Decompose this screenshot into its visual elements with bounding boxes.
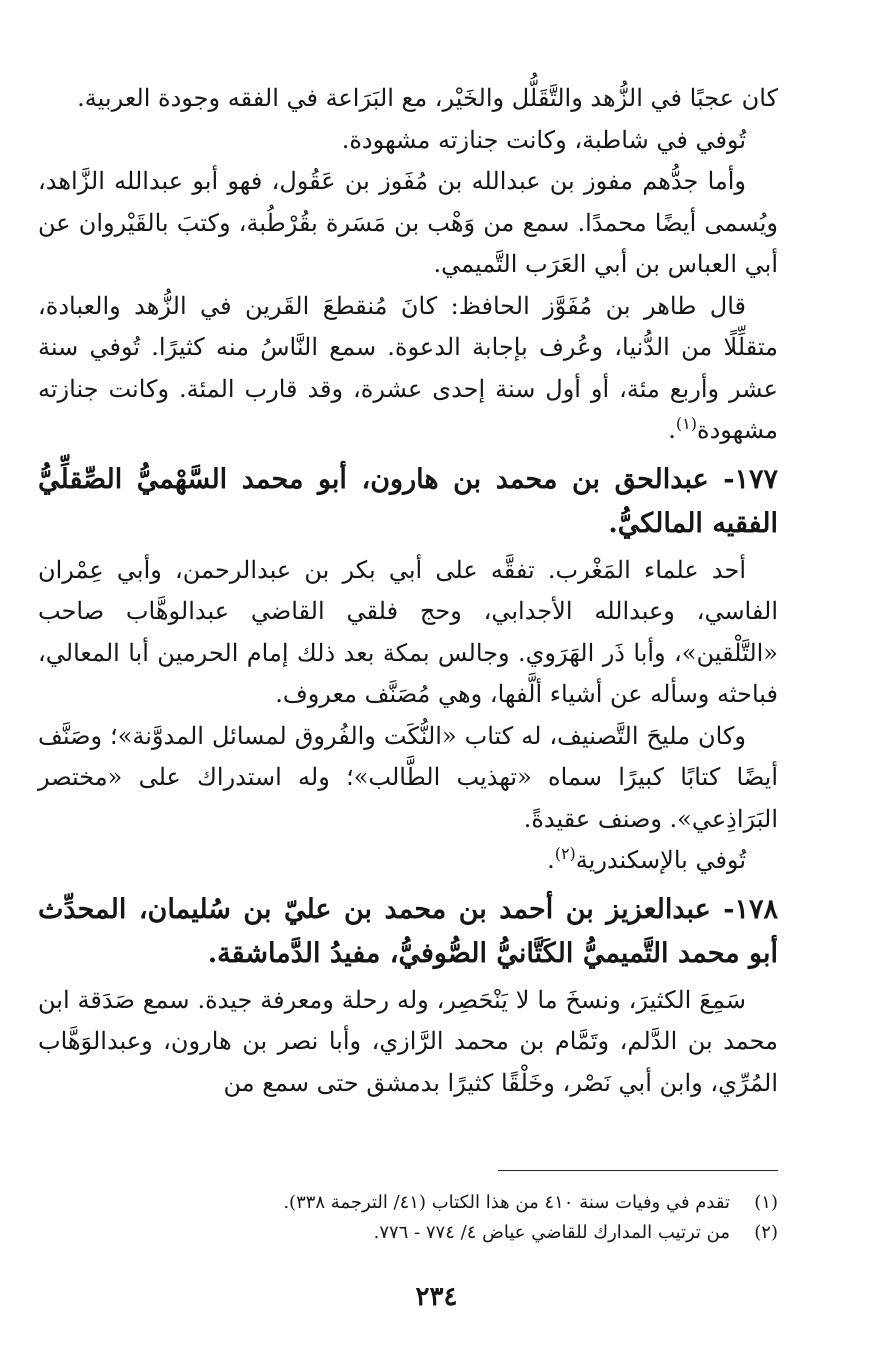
entry-heading-177: ١٧٧- عبدالحق بن محمد بن هارون، أبو محمد السَّهْميُّ الصِّقلِّيُّ الفقيه المالكيُّ. [38,463,778,539]
paragraph: وكان مليحَ التَّصنيف، له كتاب «النُّكَت والفُروق لمسائل المدوَّنة»؛ وصَنَّف أيضًا كتابًا كبيرًا سماه «تهذيب الطَّالب»؛ وله استدراك على «مختصر البَرَاذِعي». وصنف عقيدةً. [38,721,778,833]
paragraph: سَمِعَ الكثيرَ، ونسخَ ما لا يَنْحَصِر، وله رحلة ومعرفة جيدة. سمع صَدَقة ابن محمد بن الدَّلم، وتَمَّام بن محمد الرَّازي، وأبا نصر بن هارون، وعبدالوَهَّاب المُرِّي، وابن أبي نَصْر، وخَلْقًا كثيرًا بدمشق حتى سمع من [38,985,778,1097]
footnote-divider [498,1170,778,1171]
paragraph-end: . [547,846,555,874]
footnote-ref: (١) [675,414,697,433]
footnote [38,1188,778,1218]
main-text [38,78,778,1104]
paragraph: أحد علماء المَغْرب. تفقَّه على أبي بكر بن عبدالرحمن، وأبي عِمْران الفاسي، وعبدالله الأجدابي، وحج فلقي القاضي عبدالوهَّاب صاحب «التَّلْقين»، وأبا ذَر الهَرَوي. وجالس بمكة بعد ذلك إمام الحرمين أبا المعالي، فباحثه وسأله عن أشياء ألَّفها، وهي مُصَنَّف معروف. [38,555,778,708]
footnote-ref: (٢) [554,844,576,863]
paragraph [38,286,778,452]
footnotes [38,1188,778,1248]
footnote-text: تقدم في وفيات سنة ٤١٠ من هذا الكتاب (٤١/ الترجمة ٣٣٨). [283,1192,730,1213]
paragraph-end: . [668,416,676,444]
page-number: ٢٣٤ [415,1282,458,1312]
paragraph: وأما جدُّهم مفوز بن عبدالله بن مُفَوز بن عَقُول، فهو أبو عبدالله الزَّاهد، ويُسمى أيضًا محمدًا. سمع من وَهْب بن مَسَرة بقُرْطُبة، وكتبَ بالقَيْروان عن أبي العباس بن أبي العَرَب التَّميمي. [38,167,778,278]
entry-heading-178: ١٧٨- عبدالعزيز بن أحمد بن محمد بن عليّ بن سُليمان، المحدِّث أبو محمد التَّميميُّ الكَتَّانيُّ الصُّوفيُّ، مفيدُ الدَّماشقة. [38,893,778,969]
paragraph: كان عجبًا في الزُّهد والتَّقَلُّل والخَيْر، مع البَرَاعة في الفقه وجودة العربية. [77,84,778,112]
footnote-text: من ترتيب المدارك للقاضي عياض ٤/ ٧٧٤ - ٧٧٦. [373,1222,730,1243]
footnote-number: (١) [754,1192,778,1213]
paragraph-text: تُوفي بالإسكندرية [575,846,746,874]
footnote [38,1218,778,1248]
paragraph-text: قال طاهر بن مُفَوَّز الحافظ: كانَ مُنقطعَ القَرين في الزُّهد والعبادة، متقلِّلًا من الدُّنيا، وعُرف بإجابة الدعوة. سمع النَّاسُ منه كثيرًا. تُوفي سنة عشر وأربع مئة، أو أول سنة إحدى عشرة، وقد قارب المئة. وكانت جنازته مشهودة [38,291,778,444]
paragraph: تُوفي في شاطبة، وكانت جنازته مشهودة. [341,125,746,154]
footnote-number: (٢) [754,1222,778,1243]
paragraph [38,840,778,882]
